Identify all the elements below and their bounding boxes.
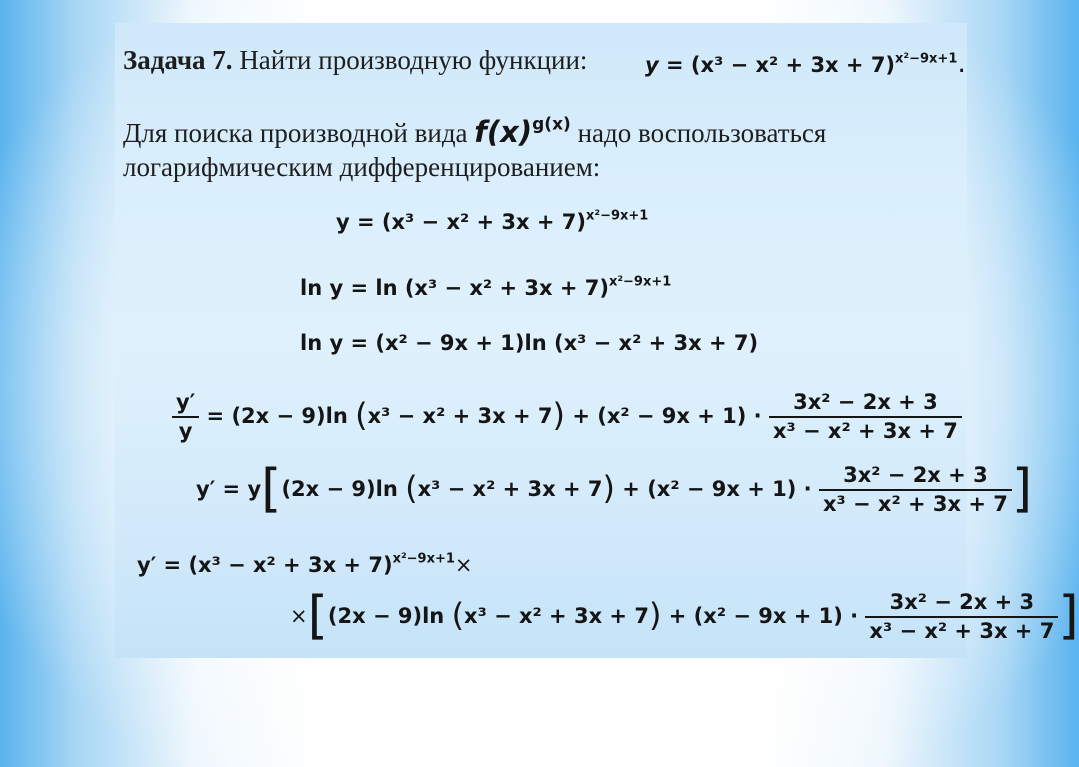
task-formula-base: = (x³ − x² + 3x + 7)	[666, 53, 896, 77]
equation-5: y′ = y[(2x − 9)ln (x³ − x² + 3x + 7) + (x² − 9x + 1) · $\frac{\text{3x² − 2x + 3}}{\text{x³ − x² + 3x + 7}}$ ]	[196, 459, 1033, 519]
equation-4-rhs-fraction: $\frac{\text{3x² − 2x + 3}}{\text{x³ − x² + 3x + 7}}$	[769, 389, 962, 445]
equation-4-lhs-fraction: $\frac{y'}{y}$	[172, 389, 199, 445]
equation-7-fraction: $\frac{\text{3x² − 2x + 3}}{\text{x³ − x² + 3x + 7}}$	[865, 589, 1058, 645]
task-end-punct: .	[957, 48, 966, 79]
intro-text-before: Для поиска производной вида	[123, 118, 468, 148]
equation-4: $\frac{y'}{y}$ = (2x − 9)ln (x³ − x² + 3x + 7) + (x² − 9x + 1) · $\frac{\text{3x² − 2x + 3}}{\text{x³ − x² + 3x + 7}}$	[172, 389, 962, 445]
equation-7-times: ×	[290, 604, 308, 628]
equation-7: ×[(2x − 9)ln (x³ − x² + 3x + 7) + (x² − 9x + 1) · $\frac{\text{3x² − 2x + 3}}{\text{x³ − x² + 3x + 7}}$ ]	[290, 586, 1079, 646]
equation-5-fraction: $\frac{\text{3x² − 2x + 3}}{\text{x³ − x² + 3x + 7}}$	[819, 462, 1012, 518]
equation-6: $y' = (x^3 - x^2 + 3x + 7)^{x^2-9x+1}\times$	[137, 551, 473, 577]
equation-2: $\ln y = \ln (x^3 - x^2 + 3x + 7)^{x^2-9x+1}$	[300, 274, 672, 300]
intro-text-after: надо воспользоваться	[577, 118, 827, 148]
equation-6-times: ×	[454, 553, 473, 577]
task-label: Задача 7.	[123, 45, 233, 75]
equation-2-exponent: x²−9x+1	[608, 274, 672, 290]
intro-fx-exponent: g(x)	[532, 114, 571, 135]
slide-panel	[115, 23, 1079, 658]
intro-line-2: логарифмическим дифференцированием:	[123, 152, 601, 182]
task-heading	[123, 45, 587, 76]
task-formula-lhs: y	[645, 53, 659, 77]
intro-fx: $f(x)^{g(x)}$	[474, 114, 571, 149]
equation-1: $y = (x^3 - x^2 + 3x + 7)^{x^2-9x+1}$	[336, 208, 649, 234]
equation-1-exponent: x²−9x+1	[586, 208, 649, 224]
task-formula	[645, 48, 966, 79]
equation-6-exponent: x²−9x+1	[392, 551, 455, 567]
equation-3: ln y = (x² − 9x + 1)ln (x³ − x² + 3x + 7)	[300, 331, 759, 355]
task-text: Найти производную функции:	[239, 45, 588, 75]
task-formula-exponent: x²−9x+1	[895, 51, 958, 67]
intro-line-1	[123, 115, 826, 150]
